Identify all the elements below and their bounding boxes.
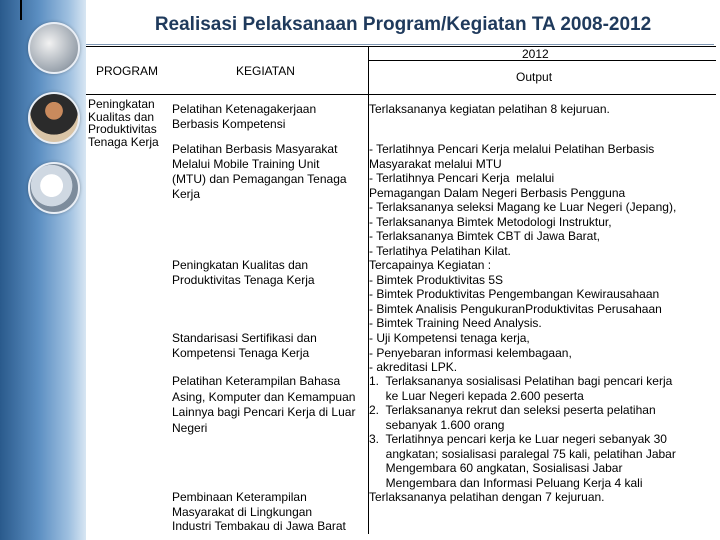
- column-header-program: PROGRAM: [96, 64, 159, 78]
- output-line: - Terlatihnya Pencari Kerja melalui Pelatihan Berbasis: [369, 142, 655, 156]
- output-cell: [369, 102, 610, 117]
- output-line: Masyarakat melalui MTU: [369, 156, 502, 171]
- output-line: - Terlaksananya seleksi Magang ke Luar Negeri (Jepang),: [369, 200, 677, 214]
- output-cell: [369, 374, 676, 490]
- output-line: - Bimtek Training Need Analysis.: [369, 316, 542, 330]
- output-line: Mengembara 60 angkatan, Sosialisasi Jabar: [369, 461, 623, 475]
- output-line: Terlaksananya pelatihan dengan 7 kejuruan.: [369, 490, 605, 504]
- output-line: - Bimtek Produktivitas Pengembangan Kewirausahaan: [369, 287, 660, 301]
- output-line: angkatan; sosialisasi paralegal 75 kali, pelatihan Jabar: [369, 446, 676, 461]
- output-line: 3. Terlatihnya pencari kerja ke Luar negeri sebanyak 30: [369, 432, 667, 446]
- kegiatan-cell: Peningkatan Kualitas dan Produktivitas Tenaga Kerja: [172, 258, 315, 287]
- output-line: - Bimtek Analisis PengukuranProduktivitas Perusahaan: [369, 301, 662, 316]
- output-cell: [369, 331, 572, 375]
- kegiatan-cell: Pembinaan Keterampilan Masyarakat di Lingkungan Industri Tembakau di Jawa Barat: [172, 490, 346, 533]
- page-title: Realisasi Pelaksanaan Program/Kegiatan TA 2008-2012: [154, 14, 652, 35]
- output-line: Pemagangan Dalam Negeri Berbasis Pengguna: [369, 185, 626, 200]
- output-line: - Uji Kompetensi tenaga kerja,: [369, 331, 530, 345]
- output-line: ke Luar Negeri kepada 2.600 peserta: [369, 388, 584, 403]
- output-line: - Penyebaran informasi kelembagaan,: [369, 345, 572, 360]
- output-cell: [369, 490, 605, 505]
- output-line: - Terlatihya Pelatihan Kilat.: [369, 243, 511, 258]
- output-line: - Terlatihnya Pencari Kerja melalui: [369, 171, 555, 185]
- header-top-rule: [86, 46, 716, 47]
- output-cell: [369, 258, 662, 331]
- output-line: - Terlaksananya Bimtek CBT di Jawa Barat,: [369, 229, 600, 243]
- output-line: - akreditasi LPK.: [369, 360, 458, 374]
- output-line: Mengembara dan Informasi Peluang Kerja 4 kali: [369, 475, 643, 490]
- decorative-photo-person: [28, 92, 80, 144]
- output-line: Tercapainya Kegiatan :: [369, 258, 492, 272]
- kegiatan-cell: Pelatihan Keterampilan Bahasa Asing, Komputer dan Kemampuan Lainnya bagi Pencari Kerja di Luar Negeri: [172, 374, 356, 435]
- output-line: sebanyak 1.600 orang: [369, 417, 505, 432]
- sidebar-accent-line: [20, 0, 22, 20]
- output-line: 1. Terlaksananya sosialisasi Pelatihan bagi pencari kerja: [369, 374, 673, 388]
- realisasi-table: [86, 46, 716, 534]
- column-header-kegiatan: KEGIATAN: [236, 64, 295, 78]
- output-line: - Terlaksananya Bimtek Metodologi Instruktur,: [369, 214, 612, 229]
- header-bottom-rule: [86, 94, 716, 95]
- title-divider: [86, 44, 714, 45]
- decorative-photo-documents: [28, 22, 80, 74]
- kegiatan-cell: Standarisasi Sertifikasi dan Kompetensi Tenaga Kerja: [172, 331, 317, 360]
- kegiatan-cell: Pelatihan Berbasis Masyarakat Melalui Mobile Training Unit (MTU) dan Pemagangan Tenaga Kerja: [172, 142, 347, 201]
- column-header-output: Output: [516, 70, 553, 84]
- program-cell: Peningkatan Kualitas dan Produktivitas Tenaga Kerja: [88, 97, 159, 149]
- decorative-photo-keyboard: [28, 162, 80, 214]
- output-line: 2. Terlaksananya rekrut dan seleksi peserta pelatihan: [369, 403, 656, 417]
- kegiatan-cell: Pelatihan Ketenagakerjaan Berbasis Kompetensi: [172, 102, 317, 131]
- output-line: - Bimtek Produktivitas 5S: [369, 272, 504, 287]
- column-header-year: 2012: [522, 47, 549, 61]
- decorative-sidebar: [0, 0, 86, 540]
- output-cell: [369, 142, 676, 258]
- output-line: Terlaksananya kegiatan pelatihan 8 kejuruan.: [369, 102, 610, 116]
